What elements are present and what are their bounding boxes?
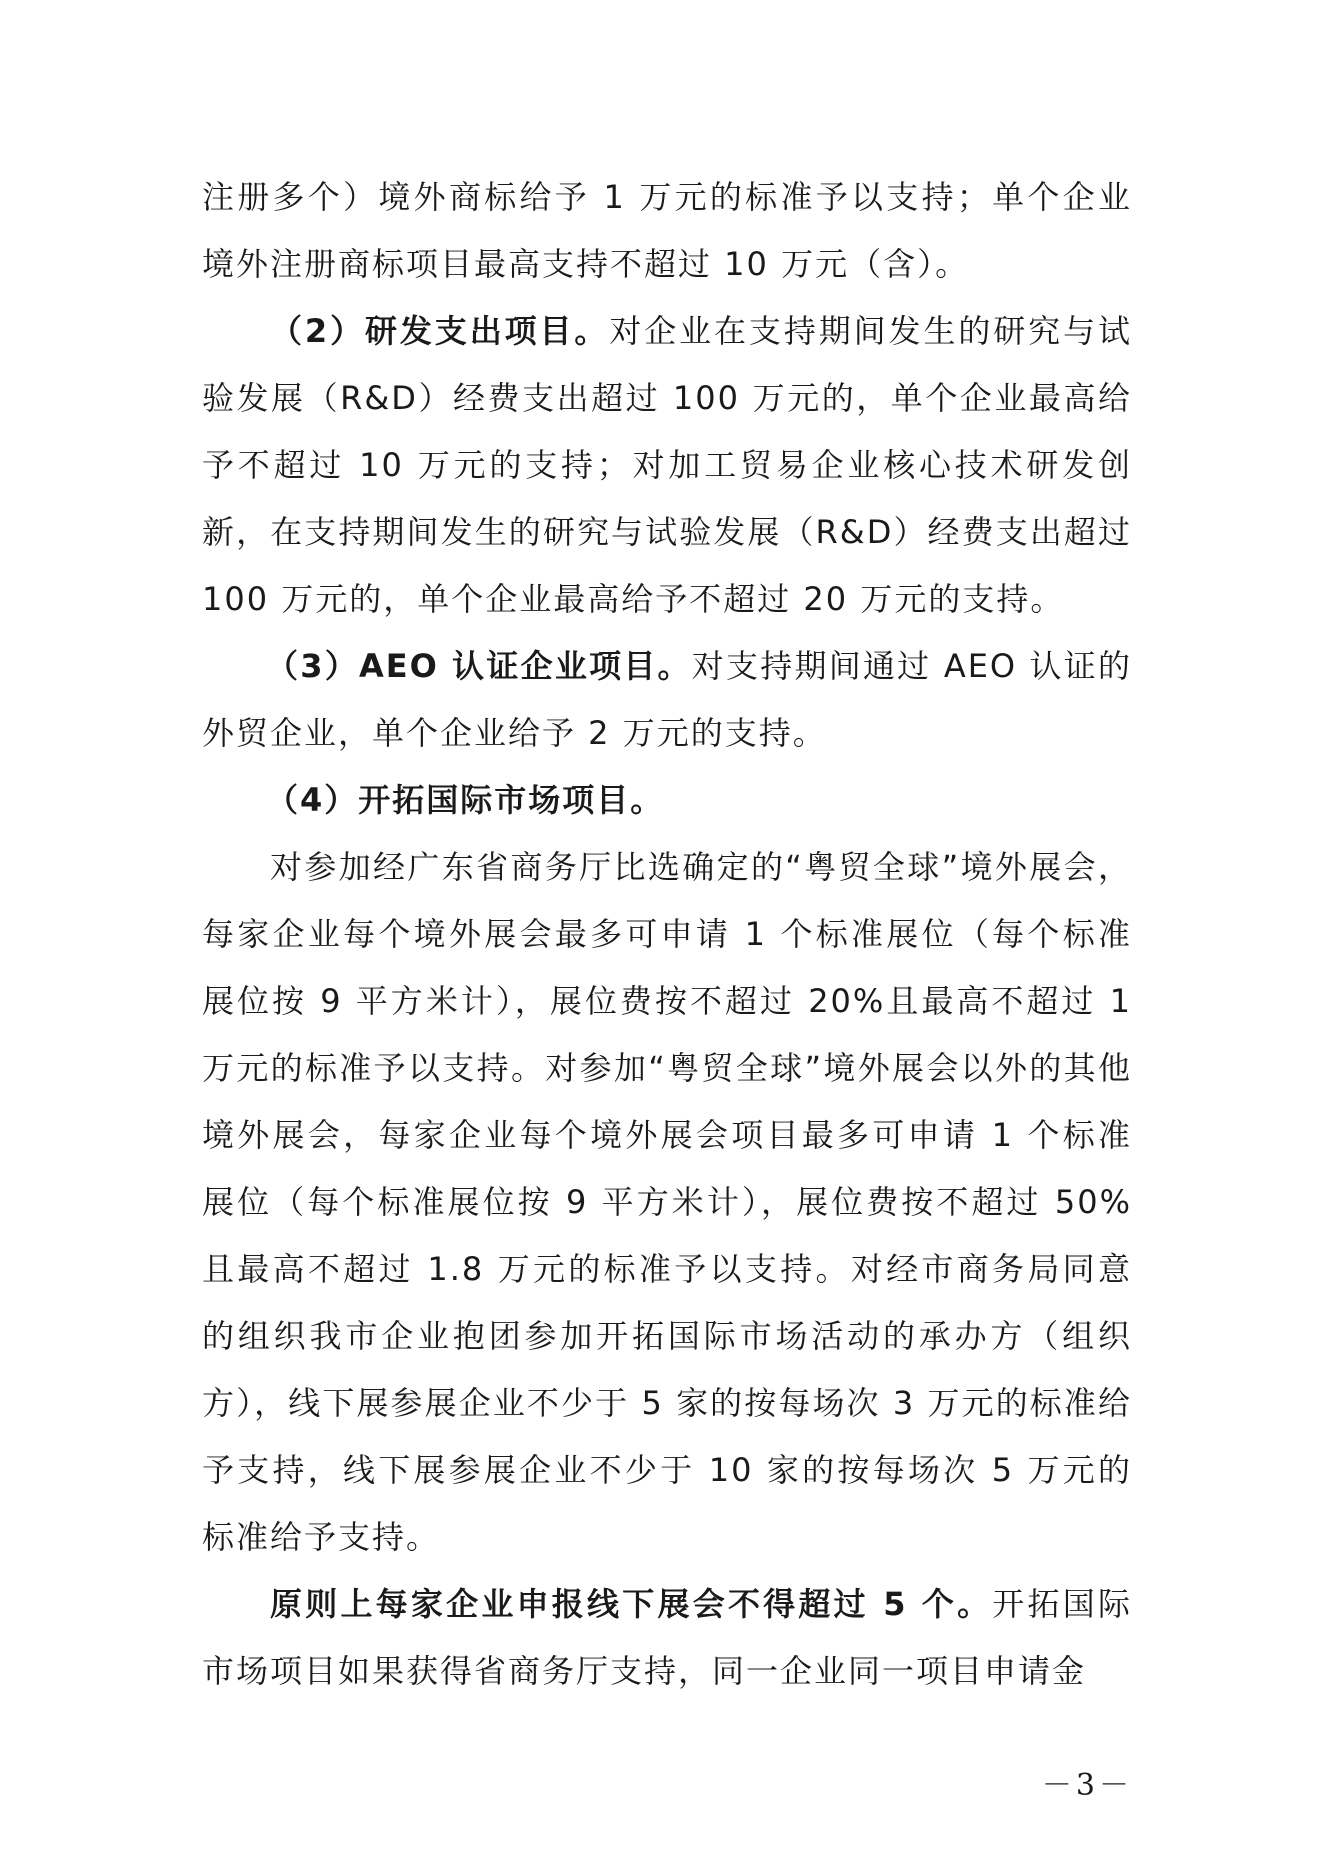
section-heading-aeo: （3）AEO 认证企业项目。 (266, 647, 692, 685)
section-heading-rd: （2）研发支出项目。 (270, 312, 610, 350)
paragraph-text: 开拓国际市场项目如果获得省商务厅支持，同一企业同一项目申请金 (202, 1585, 1132, 1690)
paragraph-exhibition-limit (202, 1571, 1132, 1705)
paragraph-text: 对参加经广东省商务厅比选确定的“粤贸全球”境外展会，每家企业每个境外展会最多可申请 1 个标准展位（每个标准展位按 9 平方米计），展位费按不超过 20%且最高不超过 1 万元的标准予以支持。对参加“粤贸全球”境外展会以外的其他境外展会，每家企业每个境外展会项目最多可申请 1 个标准展位（每个标准展位按 9 平方米计），展位费按不超过 50%且最高不超过 1.8 万元的标准予以支持。对经市商务局同意的组织我市企业抱团参加开拓国际市场活动的承办方（组织方），线下展参展企业不少于 5 家的按每场次 3 万元的标准给予支持，线下展参展企业不少于 10 家的按每场次 5 万元的标准给予支持。 (202, 848, 1132, 1556)
paragraph-text: 注册多个）境外商标给予 1 万元的标准予以支持；单个企业境外注册商标项目最高支持不超过 10 万元（含）。 (202, 178, 1132, 283)
paragraph-trademark-continuation (202, 164, 1132, 298)
paragraph-text: 对支持期间通过 AEO 认证的外贸企业，单个企业给予 2 万元的支持。 (202, 647, 1132, 752)
paragraph-exhibition-support (202, 834, 1132, 1571)
page-number: －3－ (1041, 1768, 1133, 1803)
paragraph-rd-expenditure (202, 298, 1132, 633)
paragraph-text: 对企业在支持期间发生的研究与试验发展（R&D）经费支出超过 100 万元的，单个企业最高给予不超过 10 万元的支持；对加工贸易企业核心技术研发创新，在支持期间发生的研究与试验发展（R&D）经费支出超过 100 万元的，单个企业最高给予不超过 20 万元的支持。 (202, 312, 1132, 618)
emphasis-exhibition-limit: 原则上每家企业申报线下展会不得超过 5 个。 (270, 1585, 993, 1623)
paragraph-intl-market-heading (202, 767, 1132, 834)
section-heading-intl-market: （4）开拓国际市场项目。 (266, 781, 665, 819)
document-body (202, 164, 1132, 1705)
paragraph-aeo (202, 633, 1132, 767)
